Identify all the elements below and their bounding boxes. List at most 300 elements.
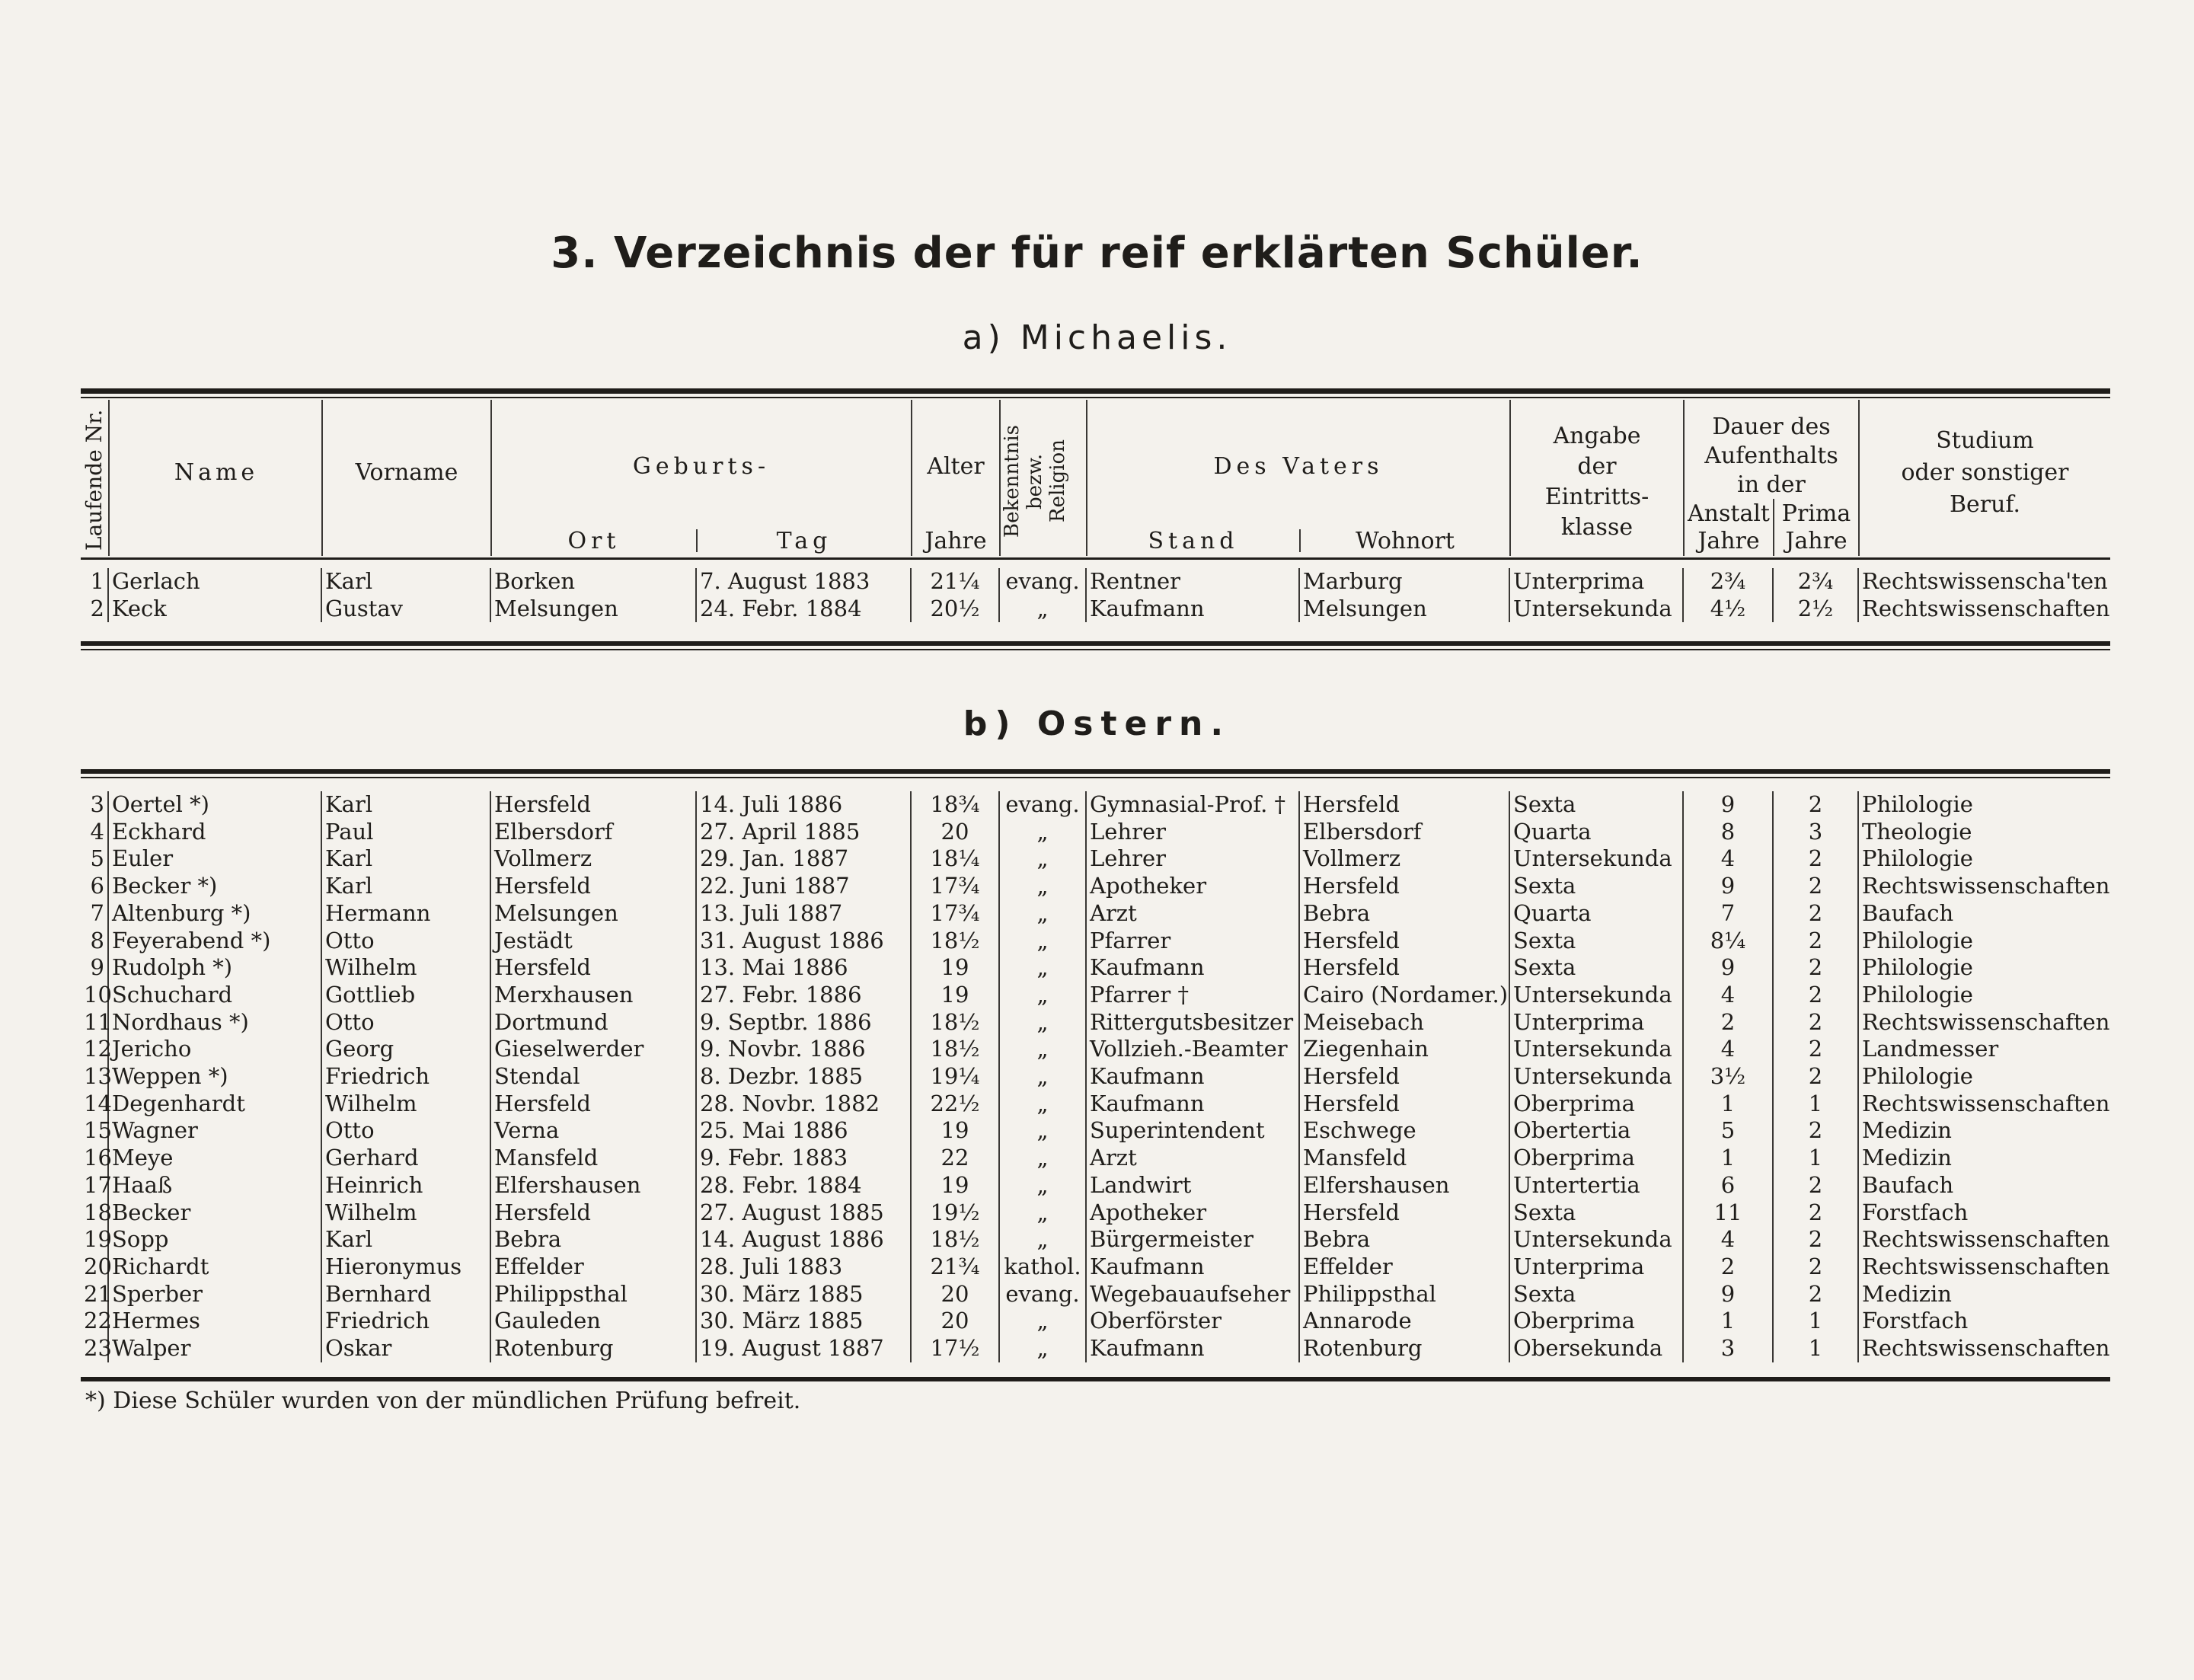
- age: 19: [911, 1117, 999, 1145]
- birth-place: Hersfeld: [490, 791, 696, 819]
- age: 17¾: [911, 873, 999, 900]
- birth-date: 25. Mai 1886: [696, 1117, 911, 1145]
- header-eintritt-1: Angabe: [1553, 423, 1641, 449]
- table-row: [81, 1281, 2110, 1308]
- age: 21¾: [911, 1254, 999, 1281]
- birth-place: Vollmerz: [490, 845, 696, 873]
- confession: „: [999, 1335, 1086, 1362]
- years-prima: 2: [1773, 791, 1858, 819]
- birth-date: 28. Juli 1883: [696, 1254, 911, 1281]
- table-b-bottom-rule: [81, 1377, 2110, 1381]
- father-residence: Mansfeld: [1299, 1145, 1509, 1172]
- years-school: 2: [1683, 1009, 1773, 1036]
- table-row: [81, 568, 2110, 596]
- birth-date: 27. Febr. 1886: [696, 982, 911, 1009]
- career: Rechtswissenschaften: [1858, 1254, 2110, 1281]
- career: Medizin: [1858, 1145, 2110, 1172]
- age: 18½: [911, 1036, 999, 1063]
- career: Theologie: [1858, 819, 2110, 846]
- row-number: 7: [90, 899, 104, 926]
- table-michaelis: [81, 568, 2110, 622]
- entry-class: Sexta: [1509, 791, 1683, 819]
- header-geburts: Geburts-: [632, 453, 771, 480]
- header-anstalt-jahre: Jahre: [1697, 528, 1760, 554]
- age: 17½: [911, 1335, 999, 1362]
- student-vorname: Otto: [321, 1009, 490, 1036]
- birth-date: 14. Juli 1886: [696, 791, 911, 819]
- row-number: 13: [84, 1063, 112, 1090]
- entry-class: Untersekunda: [1509, 845, 1683, 873]
- years-prima: 2: [1773, 1036, 1858, 1063]
- career: Forstfach: [1858, 1199, 2110, 1227]
- row-number: 1: [90, 568, 104, 594]
- footnote: *) Diese Schüler wurden von der mündlichen Prüfung befreit.: [85, 1388, 801, 1414]
- header-tag: Tag: [776, 528, 832, 554]
- birth-place: Hersfeld: [490, 873, 696, 900]
- table-top-rule-thin: [81, 397, 2110, 398]
- birth-date: 14. August 1886: [696, 1226, 911, 1254]
- birth-date: 7. August 1883: [696, 568, 911, 596]
- father-residence: Elfershausen: [1299, 1172, 1509, 1199]
- years-prima: 2½: [1773, 596, 1858, 623]
- father-residence: Hersfeld: [1299, 1063, 1509, 1091]
- header-dauer-3: in der: [1737, 471, 1806, 498]
- student-vorname: Gustav: [321, 596, 490, 623]
- entry-class: Quarta: [1509, 819, 1683, 846]
- father-occupation: Pfarrer †: [1086, 982, 1299, 1009]
- table-a-bottom-rule: [81, 641, 2110, 646]
- student-name: Becker: [108, 1199, 321, 1227]
- birth-date: 9. Febr. 1883: [696, 1145, 911, 1172]
- years-prima: 2: [1773, 1254, 1858, 1281]
- father-occupation: Rittergutsbesitzer: [1086, 1009, 1299, 1036]
- father-occupation: Lehrer: [1086, 819, 1299, 846]
- father-residence: Cairo (Nordamer.): [1299, 982, 1509, 1009]
- birth-place: Melsungen: [490, 900, 696, 928]
- career: Philologie: [1858, 928, 2110, 955]
- career: Rechtswissenschaften: [1858, 1335, 2110, 1362]
- student-name: Feyerabend *): [108, 928, 321, 955]
- row-number: 17: [84, 1171, 112, 1198]
- confession: kathol.: [999, 1254, 1086, 1281]
- father-occupation: Gymnasial-Prof. †: [1086, 791, 1299, 819]
- table-row: [81, 1036, 2110, 1063]
- header-wohnort: Wohnort: [1356, 528, 1455, 554]
- student-vorname: Friedrich: [321, 1308, 490, 1335]
- header-name: Name: [174, 459, 259, 486]
- entry-class: Obertertia: [1509, 1117, 1683, 1145]
- father-occupation: Lehrer: [1086, 845, 1299, 873]
- career: Philologie: [1858, 954, 2110, 982]
- student-vorname: Friedrich: [321, 1063, 490, 1091]
- career: Philologie: [1858, 845, 2110, 873]
- student-name: Walper: [108, 1335, 321, 1362]
- father-residence: Melsungen: [1299, 596, 1509, 623]
- birth-date: 24. Febr. 1884: [696, 596, 911, 623]
- birth-date: 30. März 1885: [696, 1281, 911, 1308]
- father-residence: Hersfeld: [1299, 791, 1509, 819]
- father-occupation: Apotheker: [1086, 1199, 1299, 1227]
- row-number: 21: [84, 1280, 112, 1307]
- years-prima: 2: [1773, 1063, 1858, 1091]
- row-number: 2: [90, 595, 104, 621]
- student-vorname: Wilhelm: [321, 954, 490, 982]
- student-vorname: Heinrich: [321, 1172, 490, 1199]
- header-beruf-3: Beruf.: [1949, 491, 2021, 518]
- father-residence: Ziegenhain: [1299, 1036, 1509, 1063]
- table-row: [81, 954, 2110, 982]
- birth-date: 29. Jan. 1887: [696, 845, 911, 873]
- age: 19: [911, 954, 999, 982]
- career: Philologie: [1858, 982, 2110, 1009]
- confession: „: [999, 1308, 1086, 1335]
- confession: „: [999, 1063, 1086, 1091]
- table-b-top-rule: [81, 769, 2110, 774]
- student-vorname: Paul: [321, 819, 490, 846]
- header-anstalt: Anstalt: [1688, 500, 1770, 527]
- age: 20: [911, 819, 999, 846]
- confession: „: [999, 845, 1086, 873]
- row-number: 14: [84, 1090, 112, 1116]
- student-name: Sopp: [108, 1226, 321, 1254]
- birth-place: Stendal: [490, 1063, 696, 1091]
- years-prima: 2: [1773, 900, 1858, 928]
- years-school: 9: [1683, 954, 1773, 982]
- table-row: [81, 1226, 2110, 1254]
- years-school: 11: [1683, 1199, 1773, 1227]
- confession: „: [999, 982, 1086, 1009]
- student-name: Euler: [108, 845, 321, 873]
- age: 18½: [911, 1226, 999, 1254]
- father-residence: Hersfeld: [1299, 1199, 1509, 1227]
- years-prima: 2: [1773, 1226, 1858, 1254]
- student-vorname: Otto: [321, 928, 490, 955]
- birth-place: Verna: [490, 1117, 696, 1145]
- father-occupation: Wegebauaufseher: [1086, 1281, 1299, 1308]
- birth-place: Dortmund: [490, 1009, 696, 1036]
- student-name: Wagner: [108, 1117, 321, 1145]
- years-prima: 1: [1773, 1145, 1858, 1172]
- father-occupation: Kaufmann: [1086, 596, 1299, 623]
- career: Rechtswissenschaften: [1858, 1091, 2110, 1118]
- age: 17¾: [911, 900, 999, 928]
- confession: „: [999, 1091, 1086, 1118]
- student-vorname: Karl: [321, 568, 490, 596]
- entry-class: Oberprima: [1509, 1145, 1683, 1172]
- header-vorname: Vorname: [355, 459, 458, 486]
- table-row: [81, 1063, 2110, 1091]
- table-row: [81, 1009, 2110, 1036]
- age: 20: [911, 1281, 999, 1308]
- entry-class: Unterprima: [1509, 568, 1683, 596]
- years-prima: 2: [1773, 873, 1858, 900]
- father-residence: Annarode: [1299, 1308, 1509, 1335]
- father-residence: Bebra: [1299, 1226, 1509, 1254]
- career: Landmesser: [1858, 1036, 2110, 1063]
- years-prima: 2: [1773, 928, 1858, 955]
- age: 19½: [911, 1199, 999, 1227]
- years-prima: 2: [1773, 845, 1858, 873]
- birth-place: Hersfeld: [490, 954, 696, 982]
- years-school: 9: [1683, 873, 1773, 900]
- father-residence: Rotenburg: [1299, 1335, 1509, 1362]
- years-school: 4: [1683, 1226, 1773, 1254]
- row-number: 11: [84, 1008, 112, 1035]
- student-vorname: Wilhelm: [321, 1199, 490, 1227]
- birth-date: 8. Dezbr. 1885: [696, 1063, 911, 1091]
- header-laufende-nr: Laufende Nr.: [81, 409, 107, 551]
- entry-class: Sexta: [1509, 954, 1683, 982]
- years-prima: 2: [1773, 1172, 1858, 1199]
- student-name: Weppen *): [108, 1063, 321, 1091]
- career: Medizin: [1858, 1281, 2110, 1308]
- entry-class: Untertertia: [1509, 1172, 1683, 1199]
- age: 18¾: [911, 791, 999, 819]
- years-school: 1: [1683, 1091, 1773, 1118]
- row-number: 19: [84, 1226, 112, 1253]
- career: Rechtswissenscha'ten: [1858, 568, 2110, 596]
- table-header: [81, 400, 2110, 556]
- father-occupation: Bürgermeister: [1086, 1226, 1299, 1254]
- student-vorname: Karl: [321, 791, 490, 819]
- entry-class: Unterprima: [1509, 1009, 1683, 1036]
- student-name: Altenburg *): [108, 900, 321, 928]
- student-name: Eckhard: [108, 819, 321, 846]
- birth-place: Gauleden: [490, 1308, 696, 1335]
- career: Philologie: [1858, 791, 2110, 819]
- career: Philologie: [1858, 1063, 2110, 1091]
- age: 22: [911, 1145, 999, 1172]
- entry-class: Sexta: [1509, 1199, 1683, 1227]
- student-name: Hermes: [108, 1308, 321, 1335]
- years-school: 8: [1683, 819, 1773, 846]
- birth-place: Merxhausen: [490, 982, 696, 1009]
- student-vorname: Georg: [321, 1036, 490, 1063]
- entry-class: Sexta: [1509, 873, 1683, 900]
- header-stand: Stand: [1148, 528, 1239, 554]
- table-row: [81, 1335, 2110, 1362]
- father-occupation: Pfarrer: [1086, 928, 1299, 955]
- confession: „: [999, 1036, 1086, 1063]
- years-prima: 1: [1773, 1308, 1858, 1335]
- birth-date: 27. August 1885: [696, 1199, 911, 1227]
- table-row: [81, 928, 2110, 955]
- row-number: 8: [90, 927, 104, 953]
- header-alter-jahre: Jahre: [925, 528, 987, 554]
- student-name: Schuchard: [108, 982, 321, 1009]
- career: Baufach: [1858, 1172, 2110, 1199]
- years-school: 5: [1683, 1117, 1773, 1145]
- years-prima: 3: [1773, 819, 1858, 846]
- row-number: 6: [90, 873, 104, 899]
- career: Forstfach: [1858, 1308, 2110, 1335]
- age: 18½: [911, 928, 999, 955]
- student-name: Meye: [108, 1145, 321, 1172]
- years-school: 2¾: [1683, 568, 1773, 596]
- header-bottom-rule: [81, 557, 2110, 560]
- confession: evang.: [999, 568, 1086, 596]
- age: 20: [911, 1308, 999, 1335]
- years-prima: 2: [1773, 1117, 1858, 1145]
- entry-class: Untersekunda: [1509, 982, 1683, 1009]
- table-row: [81, 982, 2110, 1009]
- row-number: 23: [84, 1335, 112, 1362]
- birth-date: 9. Novbr. 1886: [696, 1036, 911, 1063]
- career: Rechtswissenschaften: [1858, 1226, 2110, 1254]
- header-prima: Prima: [1781, 500, 1851, 527]
- career: Baufach: [1858, 900, 2110, 928]
- years-prima: 2: [1773, 954, 1858, 982]
- entry-class: Unterprima: [1509, 1254, 1683, 1281]
- years-prima: 2¾: [1773, 568, 1858, 596]
- years-school: 2: [1683, 1254, 1773, 1281]
- years-prima: 1: [1773, 1091, 1858, 1118]
- entry-class: Untersekunda: [1509, 1063, 1683, 1091]
- career: Rechtswissenschaften: [1858, 1009, 2110, 1036]
- father-occupation: Vollzieh.-Beamter: [1086, 1036, 1299, 1063]
- career: Rechtswissenschaften: [1858, 873, 2110, 900]
- father-residence: Hersfeld: [1299, 954, 1509, 982]
- father-occupation: Kaufmann: [1086, 954, 1299, 982]
- birth-date: 13. Mai 1886: [696, 954, 911, 982]
- father-residence: Hersfeld: [1299, 928, 1509, 955]
- birth-date: 27. April 1885: [696, 819, 911, 846]
- table-row: [81, 845, 2110, 873]
- birth-date: 13. Juli 1887: [696, 900, 911, 928]
- entry-class: Quarta: [1509, 900, 1683, 928]
- father-residence: Vollmerz: [1299, 845, 1509, 873]
- confession: evang.: [999, 791, 1086, 819]
- table-row: [81, 873, 2110, 900]
- student-name: Rudolph *): [108, 954, 321, 982]
- career: Medizin: [1858, 1117, 2110, 1145]
- student-name: Richardt: [108, 1254, 321, 1281]
- age: 22½: [911, 1091, 999, 1118]
- father-occupation: Kaufmann: [1086, 1335, 1299, 1362]
- row-number: 20: [84, 1253, 112, 1279]
- student-vorname: Gottlieb: [321, 982, 490, 1009]
- student-vorname: Otto: [321, 1117, 490, 1145]
- entry-class: Sexta: [1509, 1281, 1683, 1308]
- entry-class: Oberprima: [1509, 1308, 1683, 1335]
- birth-place: Gieselwerder: [490, 1036, 696, 1063]
- row-number: 12: [84, 1036, 112, 1062]
- father-occupation: Arzt: [1086, 1145, 1299, 1172]
- years-school: 3½: [1683, 1063, 1773, 1091]
- student-vorname: Karl: [321, 845, 490, 873]
- years-prima: 2: [1773, 1199, 1858, 1227]
- row-number: 18: [84, 1199, 112, 1225]
- birth-date: 31. August 1886: [696, 928, 911, 955]
- father-occupation: Kaufmann: [1086, 1063, 1299, 1091]
- student-vorname: Bernhard: [321, 1281, 490, 1308]
- years-prima: 2: [1773, 1281, 1858, 1308]
- years-school: 6: [1683, 1172, 1773, 1199]
- age: 19: [911, 982, 999, 1009]
- father-occupation: Rentner: [1086, 568, 1299, 596]
- entry-class: Untersekunda: [1509, 1036, 1683, 1063]
- years-school: 1: [1683, 1145, 1773, 1172]
- years-school: 7: [1683, 900, 1773, 928]
- birth-place: Bebra: [490, 1226, 696, 1254]
- header-eintritt-2: der: [1577, 453, 1617, 480]
- confession: „: [999, 1145, 1086, 1172]
- section-heading-ostern: b) Ostern.: [963, 704, 1231, 743]
- table-row: [81, 1145, 2110, 1172]
- confession: „: [999, 596, 1086, 623]
- entry-class: Oberprima: [1509, 1091, 1683, 1118]
- birth-place: Effelder: [490, 1254, 696, 1281]
- birth-place: Elbersdorf: [490, 819, 696, 846]
- table-row: [81, 596, 2110, 623]
- entry-class: Obersekunda: [1509, 1335, 1683, 1362]
- birth-place: Philippsthal: [490, 1281, 696, 1308]
- birth-date: 30. März 1885: [696, 1308, 911, 1335]
- birth-place: Hersfeld: [490, 1199, 696, 1227]
- confession: „: [999, 1117, 1086, 1145]
- birth-date: 28. Novbr. 1882: [696, 1091, 911, 1118]
- birth-place: Mansfeld: [490, 1145, 696, 1172]
- row-number: 4: [90, 818, 104, 845]
- age: 19: [911, 1172, 999, 1199]
- row-number: 3: [90, 791, 104, 817]
- row-number: 16: [84, 1145, 112, 1171]
- confession: „: [999, 1009, 1086, 1036]
- father-residence: Marburg: [1299, 568, 1509, 596]
- years-school: 4: [1683, 1036, 1773, 1063]
- header-beruf-2: oder sonstiger: [1901, 459, 2069, 486]
- age: 18½: [911, 1009, 999, 1036]
- table-row: [81, 1172, 2110, 1199]
- student-vorname: Karl: [321, 1226, 490, 1254]
- birth-date: 22. Juni 1887: [696, 873, 911, 900]
- years-school: 3: [1683, 1335, 1773, 1362]
- entry-class: Untersekunda: [1509, 596, 1683, 623]
- student-name: Haaß: [108, 1172, 321, 1199]
- birth-place: Elfershausen: [490, 1172, 696, 1199]
- years-school: 9: [1683, 1281, 1773, 1308]
- father-residence: Philippsthal: [1299, 1281, 1509, 1308]
- years-school: 4½: [1683, 596, 1773, 623]
- student-name: Gerlach: [108, 568, 321, 596]
- father-residence: Effelder: [1299, 1254, 1509, 1281]
- confession: evang.: [999, 1281, 1086, 1308]
- student-name: Degenhardt: [108, 1091, 321, 1118]
- career: Rechtswissenschaften: [1858, 596, 2110, 623]
- father-occupation: Oberförster: [1086, 1308, 1299, 1335]
- row-number: 15: [84, 1117, 112, 1144]
- student-name: Oertel *): [108, 791, 321, 819]
- years-school: 1: [1683, 1308, 1773, 1335]
- table-row: [81, 1308, 2110, 1335]
- entry-class: Sexta: [1509, 928, 1683, 955]
- years-prima: 1: [1773, 1335, 1858, 1362]
- student-vorname: Hieronymus: [321, 1254, 490, 1281]
- years-school: 9: [1683, 791, 1773, 819]
- header-prima-jahre: Jahre: [1785, 528, 1847, 554]
- birth-place: Rotenburg: [490, 1335, 696, 1362]
- student-name: Becker *): [108, 873, 321, 900]
- header-ort: Ort: [567, 528, 621, 554]
- birth-place: Jestädt: [490, 928, 696, 955]
- confession: „: [999, 900, 1086, 928]
- table-row: [81, 1254, 2110, 1281]
- father-occupation: Kaufmann: [1086, 1254, 1299, 1281]
- student-name: Jericho: [108, 1036, 321, 1063]
- header-dauer-2: Aufenthalts: [1704, 442, 1838, 469]
- header-beruf-1: Studium: [1936, 427, 2034, 454]
- birth-place: Hersfeld: [490, 1091, 696, 1118]
